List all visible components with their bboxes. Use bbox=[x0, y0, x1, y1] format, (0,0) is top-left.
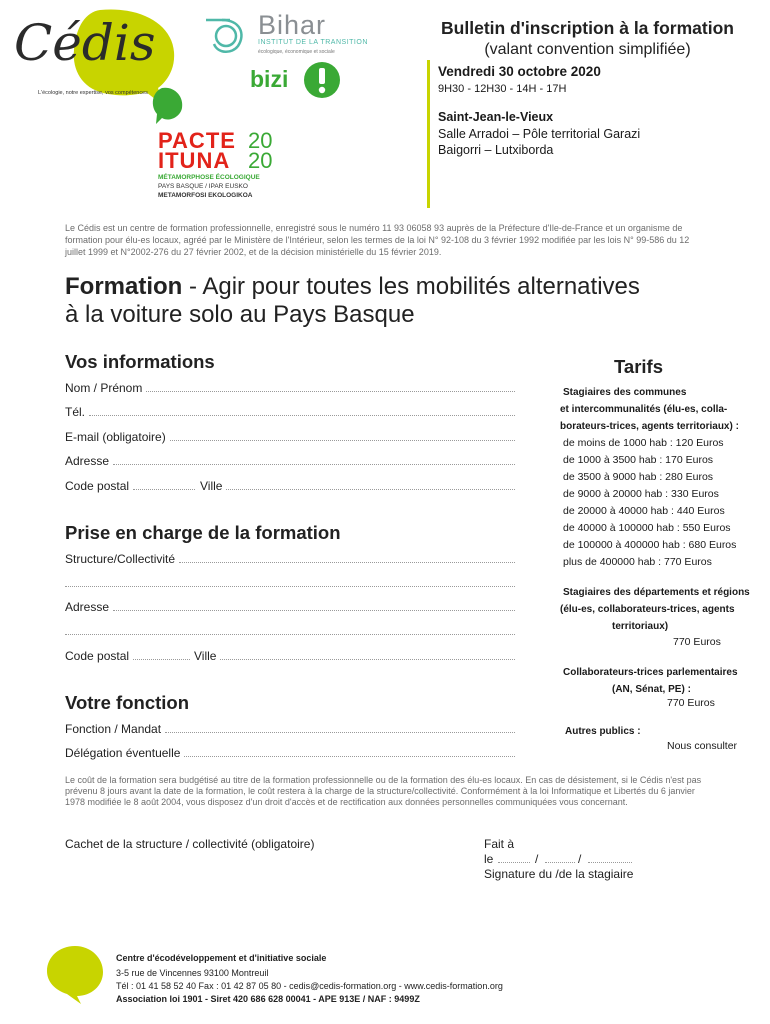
bihar-logo bbox=[200, 12, 380, 62]
legal-notice: Le Cédis est un centre de formation professionnelle, enregistré sous le numéro 11 93 06058 93 auprès de la Préfecture d'Ile-de-France et un organisme de formation pour élu-es locaux, agréé par le Ministère de l'Intérieur, selon les termes de la loi N° 92-108 du 3 février 1992 modifiée par les lois N° 99-586 du 12 juillet 1999 et N°2002-276 du 27 février 2002, et de la décision ministérielle du 15 février 2019. bbox=[65, 223, 690, 257]
bulletin-title: Bulletin d'inscription à la formation bbox=[441, 18, 734, 38]
email-field[interactable] bbox=[65, 430, 515, 444]
cedis-wordmark: Cédis bbox=[14, 14, 156, 72]
date-month-line[interactable] bbox=[545, 862, 575, 863]
communes-head-line1: Stagiaires des communes bbox=[563, 387, 687, 398]
name-label: Nom / Prénom bbox=[65, 381, 143, 395]
billing-city-label: Ville bbox=[194, 649, 217, 663]
prise-heading: Prise en charge de la formation bbox=[65, 522, 341, 543]
date-slash-1: / bbox=[535, 852, 539, 866]
bihar-subtitle-2: écologique, économique et sociale bbox=[258, 49, 335, 55]
mandate-field[interactable] bbox=[65, 722, 515, 736]
communes-head-line2: et intercommunalités (élu-es, colla- bbox=[560, 404, 728, 415]
tarif-row: de 20000 à 40000 hab : 440 Euros bbox=[563, 505, 725, 517]
formation-title-rest: - Agir pour toutes les mobilités alternatives bbox=[182, 273, 640, 300]
autres-head: Autres publics : bbox=[565, 726, 641, 737]
cedis-footer-bubble-icon bbox=[45, 944, 107, 1006]
postal-code-label: Code postal bbox=[65, 479, 130, 493]
bihar-subtitle: INSTITUT DE LA TRANSITION bbox=[258, 39, 368, 46]
phone-field[interactable] bbox=[65, 405, 515, 419]
tarif-row: de 3500 à 9000 hab : 280 Euros bbox=[563, 471, 714, 483]
name-field[interactable] bbox=[65, 381, 515, 395]
event-address-line1: Salle Arradoi – Pôle territorial Garazi bbox=[438, 127, 641, 141]
parl-head-line1: Collaborateurs-trices parlementaires bbox=[563, 667, 738, 678]
footer-registration: Association loi 1901 - Siret 420 686 628 00041 - APE 913E / NAF : 9499Z bbox=[116, 994, 420, 1004]
city-label: Ville bbox=[200, 479, 223, 493]
depts-head-line3: territoriaux) bbox=[612, 621, 669, 632]
parl-head-line2: (AN, Sénat, PE) : bbox=[612, 684, 691, 695]
bizi-wordmark: bizi bbox=[250, 66, 289, 92]
delegation-field[interactable] bbox=[65, 746, 515, 760]
postal-code-field[interactable] bbox=[65, 479, 195, 493]
communes-head-line3: borateurs-trices, agents territoriaux) : bbox=[560, 421, 739, 432]
cedis-logo bbox=[12, 6, 187, 126]
event-date: Vendredi 30 octobre 2020 bbox=[438, 64, 601, 79]
cedis-tagline: L'écologie, notre expertise, vos compétences bbox=[38, 90, 148, 96]
autres-price: Nous consulter bbox=[667, 740, 738, 752]
tarif-row: de 40000 à 100000 hab : 550 Euros bbox=[563, 522, 731, 534]
billing-postal-code-field[interactable] bbox=[65, 649, 190, 663]
fonction-heading: Votre fonction bbox=[65, 692, 190, 713]
pacte-line1: PACTE bbox=[158, 128, 236, 153]
address-label: Adresse bbox=[65, 454, 110, 468]
bulletin-subtitle: (valant convention simplifiée) bbox=[484, 41, 691, 58]
billing-address-extra-line[interactable] bbox=[65, 634, 515, 635]
structure-extra-line[interactable] bbox=[65, 586, 515, 587]
depts-head-line1: Stagiaires des départements et régions bbox=[563, 587, 750, 598]
signature-label: Signature du /de la stagiaire bbox=[484, 867, 634, 881]
formation-title-line2: à la voiture solo au Pays Basque bbox=[65, 301, 415, 328]
tarifs-heading: Tarifs bbox=[614, 356, 664, 377]
event-address-line2: Baigorri – Lutxiborda bbox=[438, 143, 554, 157]
pacte-year1: 20 bbox=[248, 128, 273, 153]
date-year-line[interactable] bbox=[588, 862, 632, 863]
date-slash-2: / bbox=[578, 852, 582, 866]
event-hours: 9H30 - 12H30 - 14H - 17H bbox=[438, 83, 567, 95]
billing-postal-code-label: Code postal bbox=[65, 649, 130, 663]
email-label: E-mail (obligatoire) bbox=[65, 430, 166, 444]
formation-label: Formation bbox=[65, 273, 183, 300]
cachet-label: Cachet de la structure / collectivité (obligatoire) bbox=[65, 837, 315, 851]
pacte-ituna-logo bbox=[158, 128, 288, 206]
structure-field[interactable] bbox=[65, 552, 515, 566]
tarif-row: de 100000 à 400000 hab : 680 Euros bbox=[563, 539, 737, 551]
pacte-sub1: MÉTAMORPHOSE ÉCOLOGIQUE bbox=[158, 174, 260, 181]
pacte-sub2: PAYS BASQUE / IPAR EUSKO bbox=[158, 183, 248, 190]
tarif-row: de 9000 à 20000 hab : 330 Euros bbox=[563, 488, 719, 500]
footer-contacts: Tél : 01 41 58 52 40 Fax : 01 42 87 05 80 - cedis@cedis-formation.org - www.cedis-formation.org bbox=[116, 981, 503, 991]
pacte-year2: 20 bbox=[248, 148, 273, 173]
phone-label: Tél. bbox=[65, 405, 86, 419]
infos-heading: Vos informations bbox=[65, 351, 215, 372]
delegation-label: Délégation éventuelle bbox=[65, 746, 181, 760]
mandate-label: Fonction / Mandat bbox=[65, 722, 162, 736]
billing-city-field[interactable] bbox=[194, 649, 515, 663]
tarif-row: plus de 400000 hab : 770 Euros bbox=[563, 556, 712, 568]
billing-address-field[interactable] bbox=[65, 600, 515, 614]
tarif-row: de 1000 à 3500 hab : 170 Euros bbox=[563, 454, 714, 466]
event-place: Saint-Jean-le-Vieux bbox=[438, 110, 554, 124]
address-field[interactable] bbox=[65, 454, 515, 468]
structure-label: Structure/Collectivité bbox=[65, 552, 176, 566]
footer-org-name: Centre d'écodéveloppement et d'initiative sociale bbox=[116, 953, 327, 963]
pacte-line2: ITUNA bbox=[158, 148, 231, 173]
formation-title bbox=[65, 273, 765, 329]
bihar-wordmark: Bihar bbox=[258, 10, 327, 40]
parl-price: 770 Euros bbox=[667, 697, 715, 709]
fait-a-label: Fait à bbox=[484, 837, 515, 851]
depts-head-line2: (élu-es, collaborateurs-trices, agents bbox=[560, 604, 735, 615]
pacte-sub3: METAMORFOSI EKOLOGIKOA bbox=[158, 192, 253, 199]
billing-address-label: Adresse bbox=[65, 600, 110, 614]
footer-address: 3-5 rue de Vincennes 93100 Montreuil bbox=[116, 968, 269, 978]
cost-notice: Le coût de la formation sera budgétisé au titre de la formation professionnelle ou de la formation des élu-es locaux. En cas de désistement, si le Cédis n'est pas prévenu 8 jours avant la date de la formation, le coût restera à la charge de la structure/collectivité. Conformément à la loi Informatique et Libertés du 6 janvier 1978 modifiée le 8 août 2004, vous disposez d'un droit d'accès et de rectification aux données personnelles communiquées vous concernant. bbox=[65, 775, 702, 807]
date-label: le bbox=[484, 852, 494, 866]
date-day-line[interactable] bbox=[498, 862, 530, 863]
tarif-row: de moins de 1000 hab : 120 Euros bbox=[563, 437, 724, 449]
depts-price: 770 Euros bbox=[673, 636, 721, 648]
city-field[interactable] bbox=[200, 479, 515, 493]
bizi-logo bbox=[250, 62, 350, 102]
exclamation-icon bbox=[304, 62, 340, 98]
